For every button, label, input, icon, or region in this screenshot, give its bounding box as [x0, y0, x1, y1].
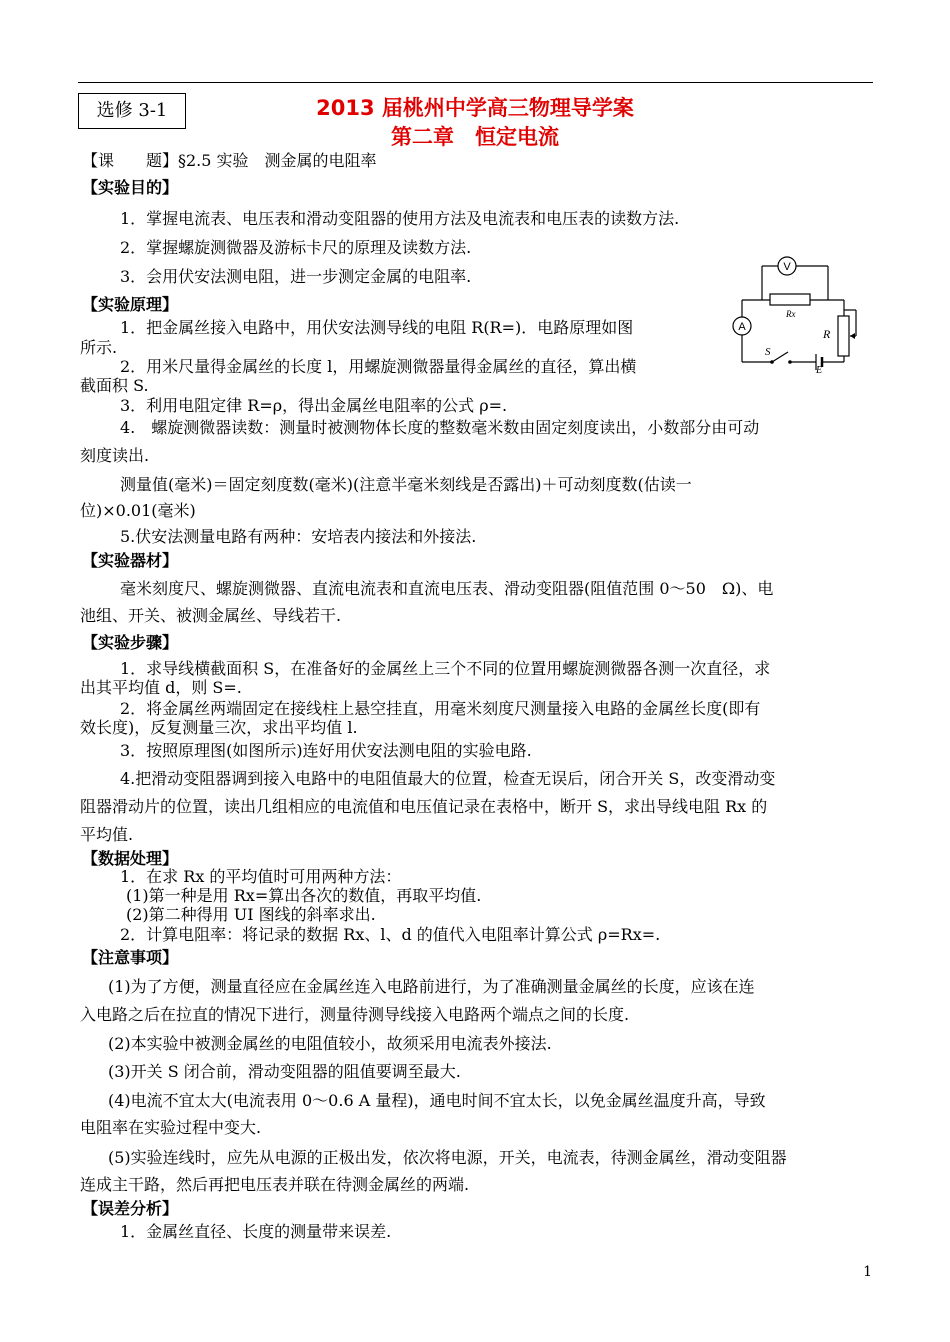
purpose-heading: 【实验目的】	[82, 178, 179, 197]
steps-line: 效长度)，反复测量三次，求出平均值 l.	[80, 718, 358, 737]
principle-line: 测量值(毫米)＝固定刻度数(毫米)(注意半毫米刻线是否露出)＋可动刻度数(估读一	[120, 475, 692, 494]
error-heading: 【误差分析】	[82, 1199, 179, 1218]
rheostat-label: R	[823, 327, 831, 341]
steps-line: 2．将金属丝两端固定在接线柱上悬空挂直，用毫米刻度尺测量接入电路的金属丝长度(即有	[120, 699, 761, 718]
voltmeter-label: V	[783, 261, 791, 273]
principle-line: 截面积 S.	[80, 376, 149, 395]
notes-line: (1)为了方便，测量直径应在金属丝连入电路前进行，为了准确测量金属丝的长度，应该在连	[108, 977, 755, 996]
steps-heading: 【实验步骤】	[82, 633, 179, 652]
principle-line: 位)×0.01(毫米)	[80, 501, 196, 520]
principle-line: 所示.	[80, 338, 118, 357]
steps-line: 阻器滑动片的位置，读出几组相应的电流值和电压值记录在表格中，断开 S，求出导线电阻 Rx 的	[80, 797, 768, 816]
error-line: 1．金属丝直径、长度的测量带来误差.	[120, 1222, 392, 1241]
steps-line: 出其平均值 d，则 S=.	[80, 678, 242, 697]
topic-line: 【课 题】§2.5 实验 测金属的电阻率	[82, 151, 377, 170]
steps-line: 平均值.	[80, 825, 134, 844]
notes-line: 入电路之后在拉直的情况下进行，测量待测导线接入电路两个端点之间的长度.	[80, 1005, 630, 1024]
principle-line: 1．把金属丝接入电路中，用伏安法测导线的电阻 R(R=)．电路原理如图	[120, 318, 634, 337]
course-badge: 选修 3-1	[78, 93, 186, 129]
notes-heading: 【注意事项】	[82, 948, 179, 967]
rheostat-symbol	[838, 316, 849, 356]
steps-line: 1．求导线横截面积 S，在准备好的金属丝上三个不同的位置用螺旋测微器各测一次直径，求	[120, 659, 771, 678]
circuit-diagram	[732, 256, 867, 374]
data-heading: 【数据处理】	[82, 849, 179, 868]
notes-line: (4)电流不宜太大(电流表用 0～0.6 A 量程)，通电时间不宜太长，以免金属丝温度升高，导致	[108, 1091, 766, 1110]
resistor-rx-label: Rx	[786, 309, 796, 319]
notes-line: (2)本实验中被测金属丝的电阻值较小，故须采用电流表外接法.	[108, 1034, 552, 1053]
purpose-item: 1．掌握电流表、电压表和滑动变阻器的使用方法及电流表和电压表的读数方法.	[120, 209, 680, 228]
data-line: (2)第二种得用 UI 图线的斜率求出.	[126, 905, 376, 924]
principle-line: 5.伏安法测量电路有两种：安培表内接法和外接法.	[120, 527, 477, 546]
notes-line: 连成主干路，然后再把电压表并联在待测金属丝的两端.	[80, 1175, 470, 1194]
data-line: (1)第一种是用 Rx=算出各次的数值，再取平均值.	[126, 886, 482, 905]
notes-line: (3)开关 S 闭合前，滑动变阻器的阻值要调至最大.	[108, 1062, 461, 1081]
document-title: 2013 届桃州中学高三物理导学案	[316, 96, 634, 120]
chapter-title: 第二章 恒定电流	[391, 125, 559, 149]
switch-label: S	[765, 346, 771, 358]
notes-line: 电阻率在实验过程中变大.	[80, 1118, 262, 1137]
purpose-item: 2．掌握螺旋测微器及游标卡尺的原理及读数方法.	[120, 238, 472, 257]
header-rule	[78, 82, 873, 83]
purpose-item: 3．会用伏安法测电阻，进一步测定金属的电阻率.	[120, 267, 472, 286]
principle-heading: 【实验原理】	[82, 295, 179, 314]
battery-label: E	[816, 365, 823, 374]
resistor-rx-symbol	[770, 294, 810, 305]
ammeter-label: A	[738, 321, 746, 333]
switch-symbol	[772, 352, 788, 362]
data-line: 1．在求 Rx 的平均值时可用两种方法：	[120, 867, 402, 886]
data-line: 2．计算电阻率：将记录的数据 Rx、l、d 的值代入电阻率计算公式 ρ=Rx=.	[120, 925, 661, 944]
steps-line: 4.把滑动变阻器调到接入电路中的电阻值最大的位置，检查无误后，闭合开关 S，改变滑动变	[120, 769, 776, 788]
equipment-heading: 【实验器材】	[82, 551, 179, 570]
steps-line: 3．按照原理图(如图所示)连好用伏安法测电阻的实验电路.	[120, 741, 532, 760]
equipment-line: 毫米刻度尺、螺旋测微器、直流电流表和直流电压表、滑动变阻器(阻值范围 0～50 Ω)、电	[120, 579, 774, 598]
notes-line: (5)实验连线时，应先从电源的正极出发，依次将电源，开关，电流表，待测金属丝，滑动变阻器	[108, 1148, 787, 1167]
principle-line: 刻度读出.	[80, 446, 150, 465]
equipment-line: 池组、开关、被测金属丝、导线若干.	[80, 606, 342, 625]
principle-line: 4. 螺旋测微器读数：测量时被测物体长度的整数毫米数由固定刻度读出，小数部分由可动	[120, 418, 760, 437]
principle-line: 2．用米尺量得金属丝的长度 l，用螺旋测微器量得金属丝的直径，算出横	[120, 357, 637, 376]
principle-line: 3．利用电阻定律 R=ρ，得出金属丝电阻率的公式 ρ=.	[120, 396, 508, 415]
page-number: 1	[863, 1264, 872, 1280]
